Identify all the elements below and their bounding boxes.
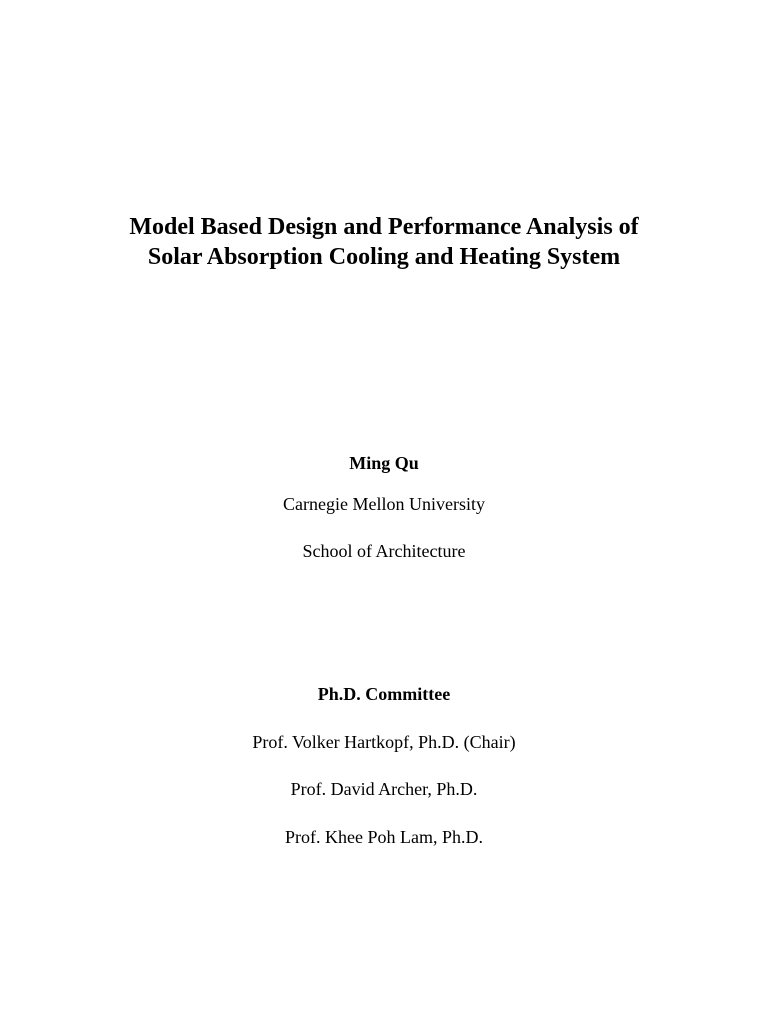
- document-title-line-1: Model Based Design and Performance Analysis of: [129, 214, 639, 240]
- committee-heading: Ph.D. Committee: [317, 684, 451, 704]
- document-title-line-2: Solar Absorption Cooling and Heating System: [147, 244, 621, 270]
- university-name: Carnegie Mellon University: [283, 494, 485, 514]
- school-name: School of Architecture: [302, 541, 466, 561]
- committee-member: Prof. Khee Poh Lam, Ph.D.: [285, 827, 483, 847]
- committee-member: Prof. David Archer, Ph.D.: [290, 779, 478, 799]
- committee-member: Prof. Volker Hartkopf, Ph.D. (Chair): [252, 732, 516, 752]
- author-name: Ming Qu: [349, 453, 419, 473]
